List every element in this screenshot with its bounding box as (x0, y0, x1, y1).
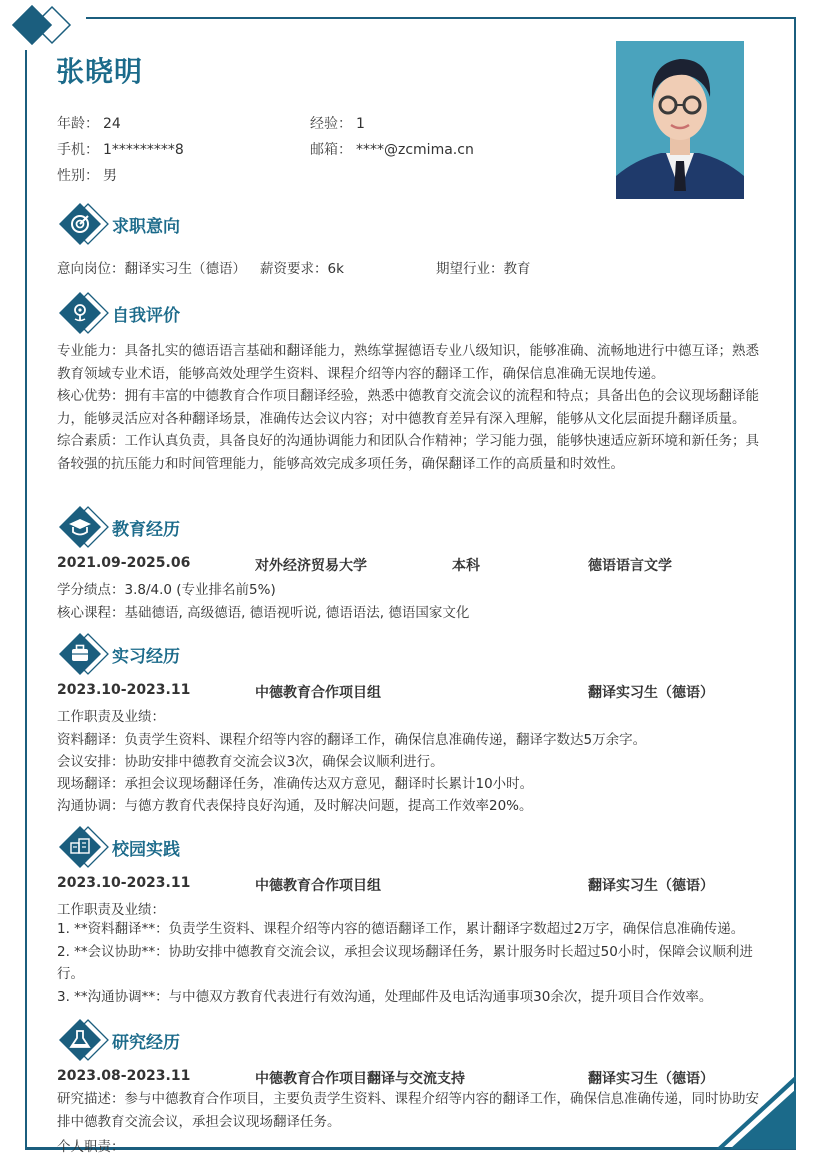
frame-left-line (25, 50, 27, 1150)
internship-line: 资料翻译：负责学生资料、课程介绍等内容的翻译工作，确保信息准确传递，翻译字数达5万余字。 (57, 732, 647, 748)
experience-label: 经验： (310, 116, 352, 132)
education-period: 2021.09-2025.06 (57, 555, 191, 571)
internship-org: 中德教育合作项目组 (255, 685, 381, 701)
section-header-campus (58, 825, 180, 869)
section-header-research (58, 1018, 180, 1062)
research-description: 研究描述：参与中德教育合作项目，主要负责学生资料、课程介绍等内容的翻译工作，确保信息准确传递，同时协助安排中德教育交流会议，承担会议现场翻译任务。 (57, 1091, 759, 1130)
position-value: 翻译实习生（德语） (124, 261, 246, 277)
self-eval-paragraph: 核心优势：拥有丰富的中德教育合作项目翻译经验，熟悉中德教育交流会议的流程和特点；具备出色的会议现场翻译能力，能够灵活应对各种翻译场景，准确传达会议内容；对中德教育差异有深入理解，能够从文化层面提升翻译质量。 (57, 388, 759, 427)
internship-period: 2023.10-2023.11 (57, 682, 191, 698)
industry-value: 教育 (503, 261, 531, 277)
internship-line: 现场翻译：承担会议现场翻译任务，准确传达双方意见，翻译时长累计10小时。 (57, 776, 534, 792)
email-value: ****@zcmima.cn (356, 142, 474, 158)
internship-line: 工作职责及业绩： (57, 709, 165, 725)
target-icon (58, 202, 110, 246)
section-header-self-eval (58, 291, 180, 335)
section-title-campus: 校园实践 (112, 839, 180, 860)
education-school: 对外经济贸易大学 (255, 558, 367, 574)
gender-label: 性别： (57, 168, 99, 184)
education-degree: 本科 (452, 558, 480, 574)
section-title-internship: 实习经历 (112, 646, 180, 667)
intent-position (57, 257, 246, 277)
phone-value: 1*********8 (103, 142, 184, 158)
section-title-intent: 求职意向 (112, 216, 180, 237)
phone-label: 手机： (57, 142, 99, 158)
email-field (310, 139, 474, 159)
age-value: 24 (103, 116, 121, 132)
phone-field (57, 139, 184, 159)
candidate-name: 张晓明 (56, 55, 144, 88)
education-courses: 核心课程：基础德语, 高级德语, 德语视听说, 德语语法, 德语国家文化 (57, 605, 470, 621)
section-title-research: 研究经历 (112, 1032, 180, 1053)
section-header-internship (58, 632, 180, 676)
salary-value: 6k (327, 261, 344, 277)
graduation-cap-icon (58, 505, 110, 549)
campus-item: 3. **沟通协调**：与中德双方教育代表进行有效沟通，处理邮件及电话沟通事项30余次，提升项目合作效率。 (57, 988, 713, 1005)
frame-bottom-line (26, 1147, 796, 1150)
salary-label: 薪资要求： (260, 261, 328, 277)
flower-icon (58, 291, 110, 335)
industry-label: 期望行业： (436, 261, 504, 277)
research-period: 2023.08-2023.11 (57, 1068, 191, 1084)
experience-field (310, 113, 365, 133)
intent-salary (260, 257, 344, 277)
section-title-self-eval: 自我评价 (112, 305, 180, 326)
frame-right-line (794, 17, 796, 1149)
section-header-intent (58, 202, 180, 246)
campus-role: 翻译实习生（德语） (588, 878, 714, 894)
campus-item: 2. **会议协助**：协助安排中德教育交流会议，承担会议现场翻译任务，累计服务时长超过50小时，保障会议顺利进行。 (57, 943, 753, 982)
section-header-education (58, 505, 180, 549)
internship-line: 会议安排：协助安排中德教育交流会议3次，确保会议顺利进行。 (57, 754, 444, 770)
self-eval-body (57, 340, 767, 475)
intent-industry (436, 257, 531, 277)
campus-org: 中德教育合作项目组 (255, 878, 381, 894)
building-icon (58, 825, 110, 869)
flask-icon (58, 1018, 110, 1062)
gender-field (57, 165, 117, 185)
profile-photo (616, 41, 744, 199)
campus-items (57, 918, 767, 1008)
frame-top-line (86, 17, 796, 19)
internship-role: 翻译实习生（德语） (588, 685, 714, 701)
briefcase-icon (58, 632, 110, 676)
research-role: 翻译实习生（德语） (588, 1071, 714, 1087)
self-eval-paragraph: 综合素质：工作认真负责，具备良好的沟通协调能力和团队合作精神；学习能力强，能够快速适应新环境和新任务；具备较强的抗压能力和时间管理能力，能够高效完成多项任务，确保翻译工作的高质量和时效性。 (57, 433, 759, 472)
gender-value: 男 (103, 168, 117, 184)
self-eval-paragraph: 专业能力：具备扎实的德语语言基础和翻译能力，熟练掌握德语专业八级知识，能够准确、流畅地进行中德互译；熟悉教育领域专业术语，能够高效处理学生资料、课程介绍等内容的翻译工作，确保信息准确无误地传递。 (57, 343, 759, 382)
internship-line: 沟通协调：与德方教育代表保持良好沟通，及时解决问题，提高工作效率20%。 (57, 798, 533, 814)
section-title-education: 教育经历 (112, 519, 180, 540)
diamond-logo-icon (8, 3, 78, 47)
experience-value: 1 (356, 116, 365, 132)
research-duties-label: 个人职责： (57, 1139, 125, 1155)
education-gpa: 学分绩点：3.8/4.0 (专业排名前5%) (57, 582, 276, 598)
campus-heading: 工作职责及业绩： (57, 902, 165, 918)
age-field (57, 113, 121, 133)
email-label: 邮箱： (310, 142, 352, 158)
education-major: 德语语言文学 (588, 558, 672, 574)
age-label: 年龄： (57, 116, 99, 132)
position-label: 意向岗位： (57, 261, 125, 277)
campus-period: 2023.10-2023.11 (57, 875, 191, 891)
research-project: 中德教育合作项目翻译与交流支持 (255, 1071, 465, 1087)
campus-item: 1. **资料翻译**：负责学生资料、课程介绍等内容的德语翻译工作，累计翻译字数超过2万字，确保信息准确传递。 (57, 921, 745, 937)
